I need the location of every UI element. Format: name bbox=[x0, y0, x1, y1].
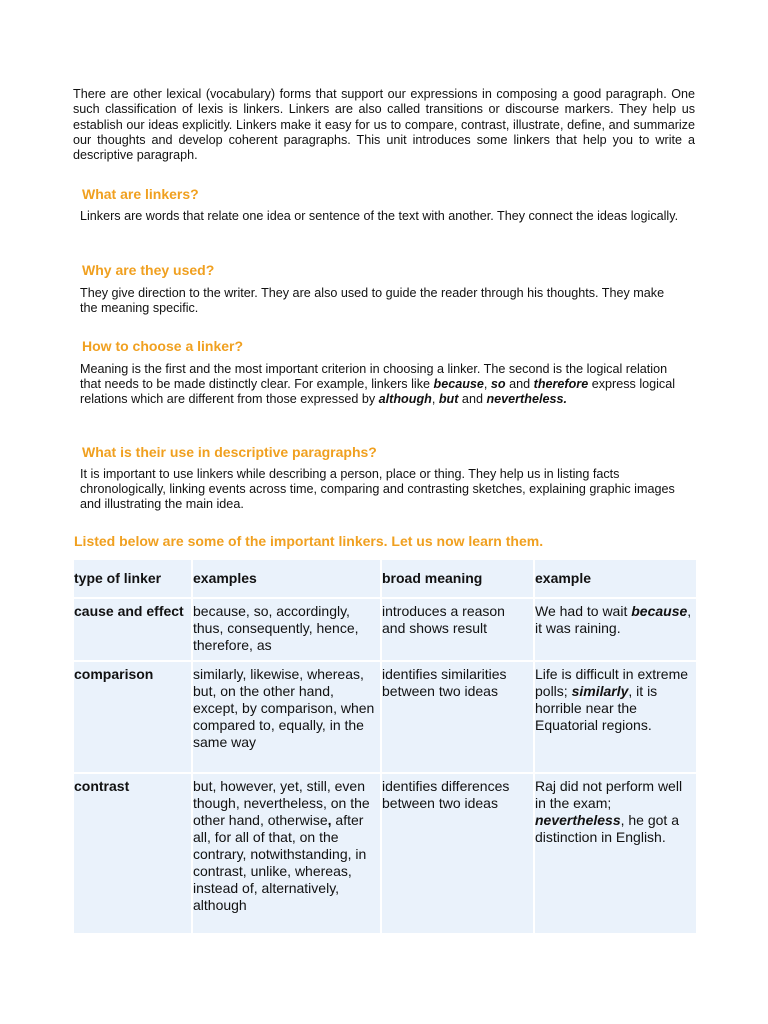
separator: and bbox=[458, 392, 487, 407]
text-segment: express logical relations which are different from those expressed by bbox=[80, 377, 676, 407]
cell-type: comparison bbox=[74, 662, 191, 772]
example-keyword: similarly bbox=[571, 683, 629, 699]
heading-descriptive-use: What is their use in descriptive paragraphs? bbox=[82, 444, 377, 460]
text-segment: Meaning is the first and the most important criterion in choosing a linker. The second is the logical relation that needs to be made distinctly clear. For example, linkers like bbox=[80, 362, 668, 392]
text-how-to-choose bbox=[80, 362, 680, 408]
example-text: Life is difficult in extreme polls; bbox=[535, 666, 689, 699]
cell-example bbox=[535, 662, 696, 772]
example-text: , he got a distinction in English. bbox=[535, 812, 679, 845]
heading-what-are-linkers: What are linkers? bbox=[82, 186, 199, 202]
separator: and bbox=[505, 377, 534, 392]
keyword-nevertheless: nevertheless. bbox=[486, 392, 567, 407]
cell-type: cause and effect bbox=[74, 599, 191, 660]
cell-example bbox=[535, 774, 696, 933]
heading-why-used: Why are they used? bbox=[82, 262, 215, 278]
example-text: , it is horrible near the Equatorial regions. bbox=[535, 683, 658, 733]
examples-comma: , bbox=[327, 812, 332, 828]
text-what-are-linkers: Linkers are words that relate one idea or sentence of the text with another. They connect the ideas logically. bbox=[80, 209, 679, 223]
cell-examples: similarly, likewise, whereas, but, on the other hand, except, by comparison, when compared to, equally, in the same way bbox=[193, 662, 380, 772]
cell-type: contrast bbox=[74, 774, 191, 933]
table-row bbox=[74, 774, 696, 933]
separator: , bbox=[483, 377, 491, 392]
examples-text: but, however, yet, still, even though, nevertheless, on the other hand, otherwise bbox=[193, 778, 370, 828]
header-example: example bbox=[535, 560, 696, 597]
text-why-used: They give direction to the writer. They are also used to guide the reader through his thoughts. They make the meaning specific. bbox=[80, 286, 665, 316]
heading-how-to-choose: How to choose a linker? bbox=[82, 338, 244, 354]
examples-text: after all, for all of that, on the contrary, notwithstanding, in contrast, unlike, whereas, instead of, alternatively, although bbox=[193, 812, 367, 913]
table-row bbox=[74, 662, 696, 772]
table-header-row bbox=[74, 560, 696, 597]
cell-example bbox=[535, 599, 696, 660]
listed-below-heading: Listed below are some of the important linkers. Let us now learn them. bbox=[74, 533, 544, 549]
keyword-but: but bbox=[438, 392, 459, 407]
cell-examples bbox=[193, 774, 380, 933]
example-text: , it was raining. bbox=[535, 603, 692, 636]
cell-meaning: introduces a reason and shows result bbox=[382, 599, 533, 660]
separator: , bbox=[431, 392, 439, 407]
cell-meaning: identifies similarities between two ideas bbox=[382, 662, 533, 772]
header-type-of-linker: type of linker bbox=[74, 560, 191, 597]
intro-paragraph: There are other lexical (vocabulary) forms that support our expressions in composing a good paragraph. One such classification of lexis is linkers. Linkers are also called transitions or discourse markers. They help us establish our ideas explicitly. Linkers make it easy for us to compare, contrast, illustrate, define, and summarize our thoughts and develop coherent paragraphs. This unit introduces some linkers that help you to write a descriptive paragraph. bbox=[73, 87, 695, 163]
header-broad-meaning: broad meaning bbox=[382, 560, 533, 597]
text-descriptive-use: It is important to use linkers while describing a person, place or thing. They help us in listing facts chronologically, linking events across time, comparing and contrasting sketches, explaining graphic images and illustrating the main idea. bbox=[80, 467, 675, 512]
example-keyword: because bbox=[631, 603, 688, 619]
cell-meaning: identifies differences between two ideas bbox=[382, 774, 533, 933]
example-text: We had to wait bbox=[535, 603, 632, 619]
keyword-although: although bbox=[378, 392, 432, 407]
example-text: Raj did not perform well in the exam; bbox=[535, 778, 683, 811]
keyword-so: so bbox=[490, 377, 506, 392]
keyword-because: because bbox=[433, 377, 484, 392]
linkers-table bbox=[72, 558, 698, 935]
table-row bbox=[74, 599, 696, 660]
header-examples: examples bbox=[193, 560, 380, 597]
keyword-therefore: therefore bbox=[533, 377, 589, 392]
cell-examples: because, so, accordingly, thus, consequently, hence, therefore, as bbox=[193, 599, 380, 660]
example-keyword: nevertheless bbox=[535, 812, 621, 828]
